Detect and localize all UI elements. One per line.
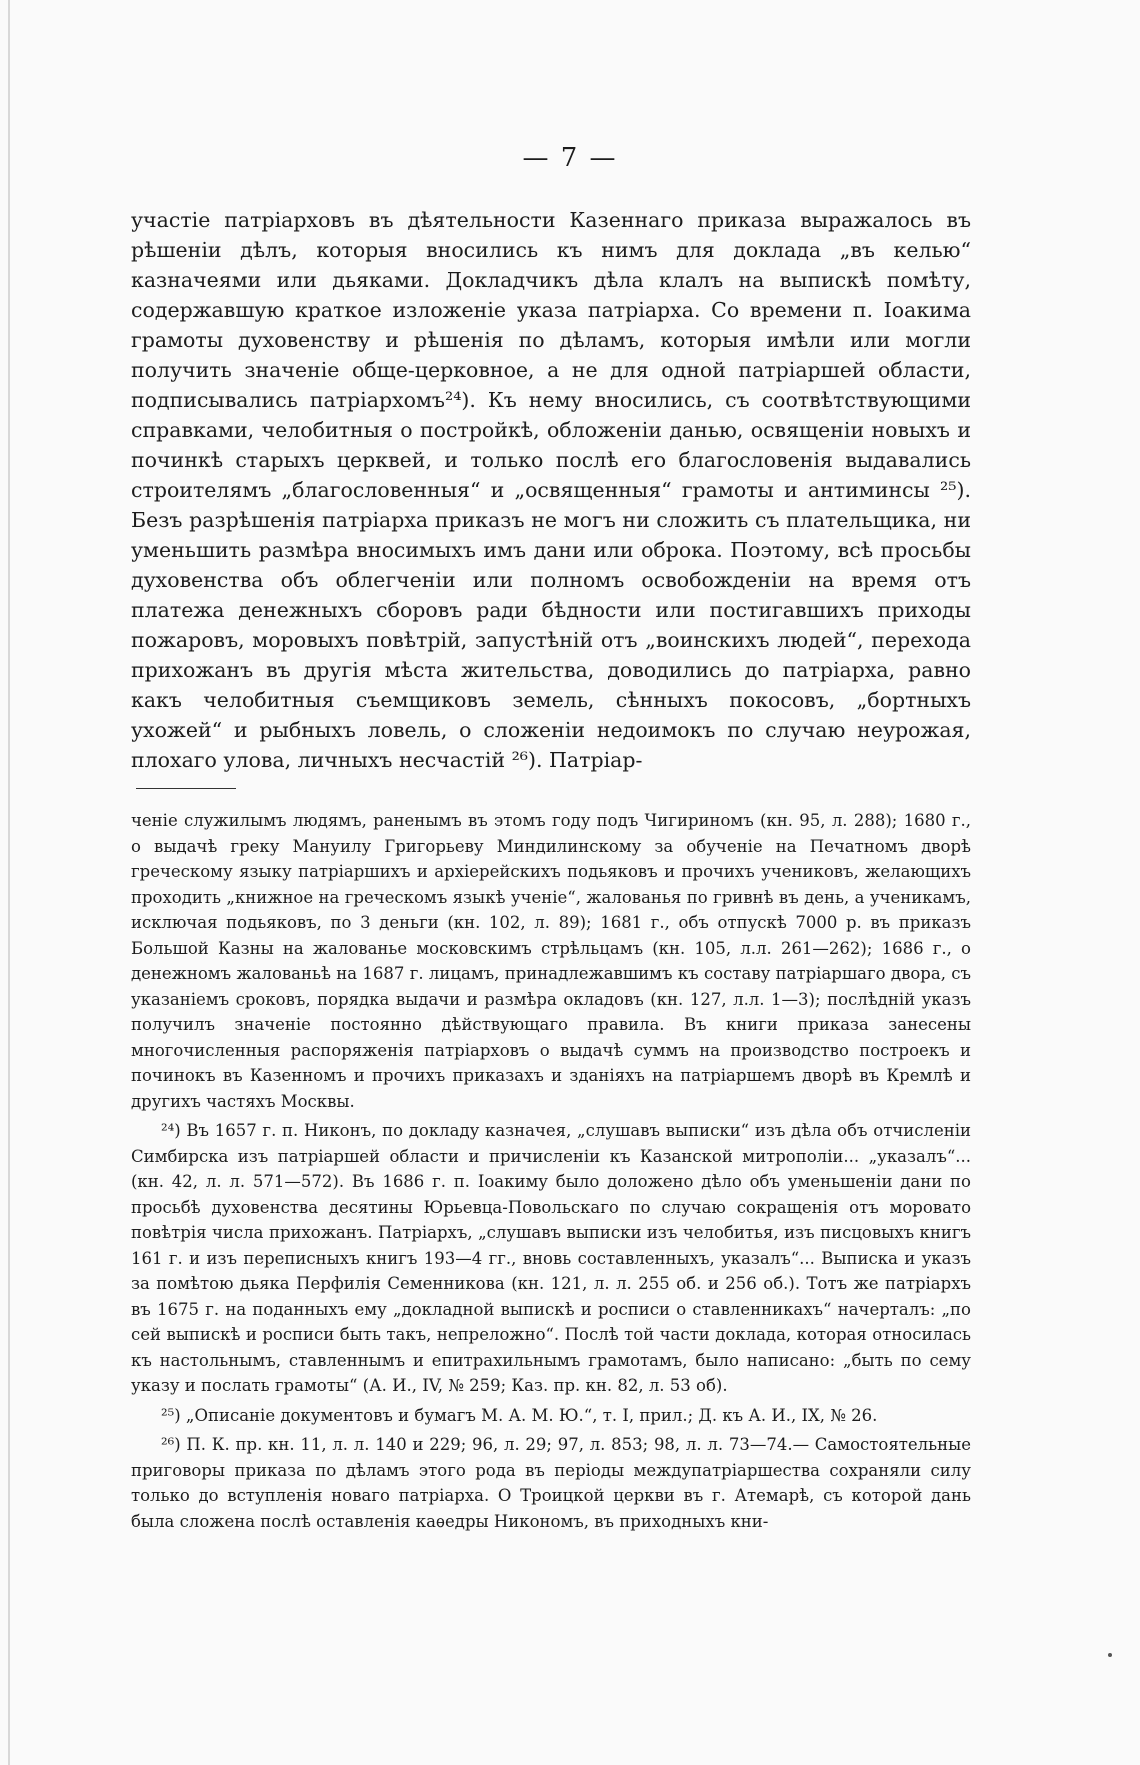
footnote-24: ²⁴) Въ 1657 г. п. Никонъ, по докладу казначея, „слушавъ выписки“ изъ дѣла объ отчисленіи Симбирска изъ патріаршей области и причисленіи къ Казанской митрополіи... „указалъ“... (кн. 42, л. л. 571—572). Въ 1686 г. п. Іоакиму было доложено дѣло объ уменьшеніи дани по просьбѣ духовенства десятины Юрьевца-Повольскаго по случаю сокращенія отъ моровато повѣтрія числа прихожанъ. Патріархъ, „слушавъ выписки изъ челобитья, изъ писцовыхъ книгъ 161 г. и изъ переписныхъ книгъ 193—4 гг., вновь составленныхъ, указалъ“... Выписка и указъ за помѣтою дьяка Перфилія Семенникова (кн. 121, л. л. 255 об. и 256 об.). Тотъ же патріархъ въ 1675 г. на поданныхъ ему „докладной выпискѣ и росписи о ставленникахъ“ начерталъ: „по сей выпискѣ и росписи быть такъ, непреложно“. Послѣ той части доклада, которая относилась къ настольнымъ, ставленнымъ и епитрахильнымъ грамотамъ, было написано: „быть по сему указу и послать грамоты“ (А. И., IV, № 259; Каз. пр. кн. 82, л. 53 об).: [131, 1121, 971, 1395]
footnote-25: ²⁵) „Описаніе документовъ и бумагъ М. А. М. Ю.“, т. I, прил.; Д. къ А. И., IX, № 26.: [161, 1405, 878, 1425]
footnote-26: ²⁶) П. К. пр. кн. 11, л. л. 140 и 229; 96, л. 29; 97, л. 853; 98, л. л. 73—74.— Самостоятельные приговоры приказа по дѣламъ этого рода въ періоды междупатріаршества сохраняли силу только до вступленія новаго патріарха. О Троицкой церкви въ г. Атемарѣ, съ которой дань была сложена послѣ оставленія каѳедры Никономъ, въ приходныхъ кни-: [131, 1435, 971, 1531]
scan-speck: [1108, 1653, 1112, 1657]
footnote-continuation: ченіе служилымъ людямъ, раненымъ въ этомъ году подъ Чигириномъ (кн. 95, л. 288); 1680 г., о выдачѣ греку Мануилу Григорьеву Миндилинскому за обученіе на Печатномъ дворѣ греческому языку патріаршихъ и архіерейскихъ подьяковъ и прочихъ учениковъ, желающихъ проходить „книжное на греческомъ языкѣ ученіе“, жалованья по гривнѣ въ день, а ученикамъ, исключая подьяковъ, по 3 деньги (кн. 102, л. 89); 1681 г., объ отпускѣ 7000 р. въ приказъ Большой Казны на жалованье московскимъ стрѣльцамъ (кн. 105, л.л. 261—262); 1686 г., о денежномъ жалованьѣ на 1687 г. лицамъ, принадлежавшимъ къ составу патріаршаго двора, съ указаніемъ сроковъ, порядка выдачи и размѣра окладовъ (кн. 127, л.л. 1—3); послѣдній указъ получилъ значеніе постоянно дѣйствующаго правила. Въ книги приказа занесены многочисленныя распоряженія патріарховъ о выдачѣ суммъ на производство построекъ и починокъ въ Казенномъ и прочихъ приказахъ и зданіяхъ на патріаршемъ дворѣ въ Кремлѣ и другихъ частяхъ Москвы.: [131, 811, 971, 1111]
footnotes-block: [131, 808, 971, 1538]
scan-edge: [8, 0, 10, 1765]
main-paragraph: участіе патріарховъ въ дѣятельности Казеннаго приказа выражалось въ рѣшеніи дѣлъ, которыя вносились къ нимъ для доклада „въ келью“ казначеями или дьяками. Докладчикъ дѣла клалъ на выпискѣ помѣту, содержавшую краткое изложеніе указа патріарха. Со времени п. Іоакима грамоты духовенству и рѣшенія по дѣламъ, которыя имѣли или могли получить значеніе обще-церковное, а не для одной патріаршей области, подписывались патріархомъ²⁴). Къ нему вносились, съ соотвѣтствующими справками, челобитныя о постройкѣ, обложеніи данью, освященіи новыхъ и починкѣ старыхъ церквей, и только послѣ его благословенія выдавались строителямъ „благословенныя“ и „освященныя“ грамоты и антиминсы ²⁵). Безъ разрѣшенія патріарха приказъ не могъ ни сложить съ плательщика, ни уменьшить размѣра вносимыхъ имъ дани или оброка. Поэтому, всѣ просьбы духовенства объ облегченіи или полномъ освобожденіи на время отъ платежа денежныхъ сборовъ ради бѣдности или постигавшихъ приходы пожаровъ, моровыхъ повѣтрій, запустѣній отъ „воинскихъ людей“, перехода прихожанъ въ другія мѣста жительства, доводились до патріарха, равно какъ челобитныя съемщиковъ земель, сѣнныхъ покосовъ, „бортныхъ ухожей“ и рыбныхъ ловель, о сложеніи недоимокъ по случаю неурожая, плохаго улова, личныхъ несчастій ²⁶). Патріар-: [131, 208, 971, 772]
page-number: — 7 —: [522, 143, 618, 173]
footnote-separator: [136, 788, 236, 789]
main-text-block: [131, 205, 971, 775]
